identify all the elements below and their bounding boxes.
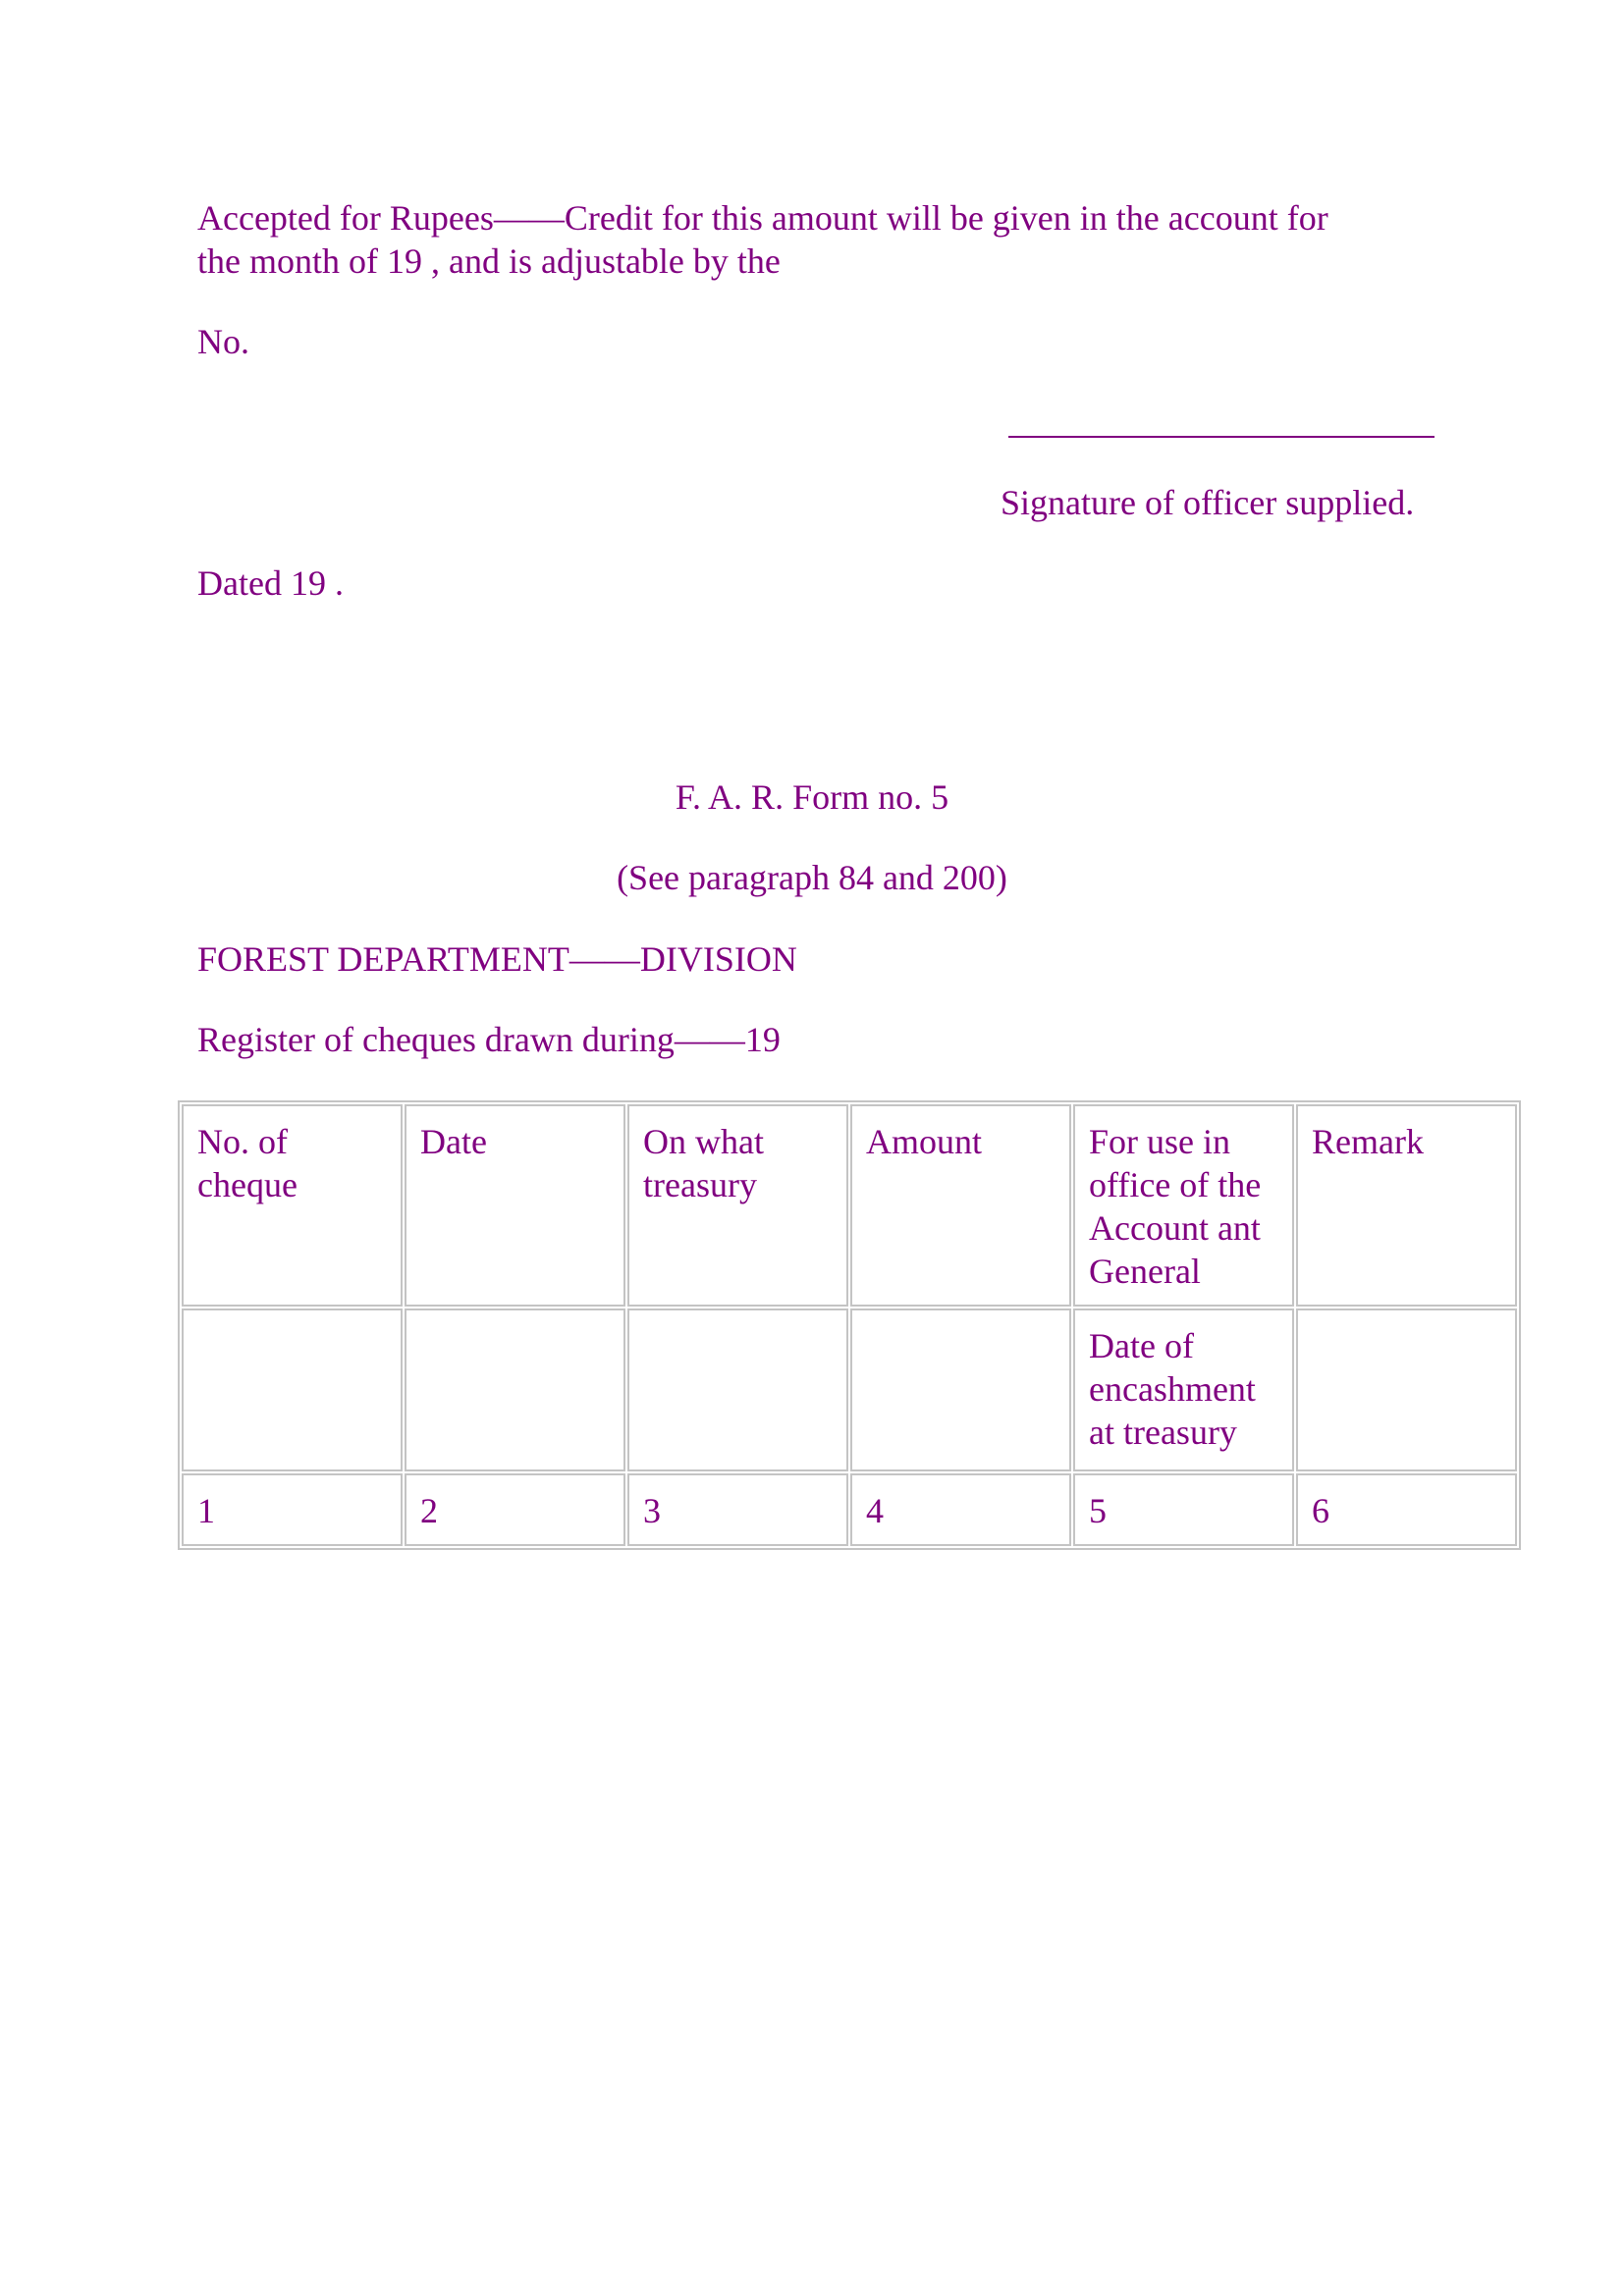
- table-number-row: [182, 1473, 1517, 1546]
- empty-cell: [850, 1308, 1071, 1471]
- signature-label: Signature of officer supplied.: [1001, 483, 1415, 522]
- column-number-cell: 3: [627, 1473, 848, 1546]
- column-number-cell: 6: [1296, 1473, 1517, 1546]
- empty-cell: [182, 1308, 403, 1471]
- signature-line: [1008, 436, 1435, 438]
- number-label: No.: [197, 322, 249, 361]
- empty-cell: [627, 1308, 848, 1471]
- cheque-register-table: [178, 1100, 1521, 1550]
- acceptance-text: [197, 196, 1328, 283]
- table-subheader-row: [182, 1308, 1517, 1471]
- table-header-row: [182, 1104, 1517, 1307]
- header-cell-cheque-no: No. of cheque: [182, 1104, 403, 1307]
- column-number-cell: 4: [850, 1473, 1071, 1546]
- header-cell-treasury: On what treasury: [627, 1104, 848, 1307]
- subheader-cell-encashment-date: Date of encashment at treasury: [1073, 1308, 1294, 1471]
- empty-cell: [405, 1308, 625, 1471]
- column-number-cell: 2: [405, 1473, 625, 1546]
- acceptance-line-1: Accepted for Rupees——Credit for this amount will be given in the account for: [197, 198, 1328, 238]
- dated-label: Dated 19 .: [197, 563, 344, 603]
- column-number-cell: 5: [1073, 1473, 1294, 1546]
- department-heading: FOREST DEPARTMENT——DIVISION: [197, 939, 797, 979]
- header-cell-amount: Amount: [850, 1104, 1071, 1307]
- form-subtitle: (See paragraph 84 and 200): [617, 858, 1007, 897]
- header-cell-date: Date: [405, 1104, 625, 1307]
- header-cell-accountant-general: For use in office of the Account ant General: [1073, 1104, 1294, 1307]
- register-title: Register of cheques drawn during——19: [197, 1020, 781, 1059]
- acceptance-line-2: the month of 19 , and is adjustable by the: [197, 241, 781, 281]
- header-cell-remark: Remark: [1296, 1104, 1517, 1307]
- column-number-cell: 1: [182, 1473, 403, 1546]
- form-title: F. A. R. Form no. 5: [675, 777, 949, 817]
- empty-cell: [1296, 1308, 1517, 1471]
